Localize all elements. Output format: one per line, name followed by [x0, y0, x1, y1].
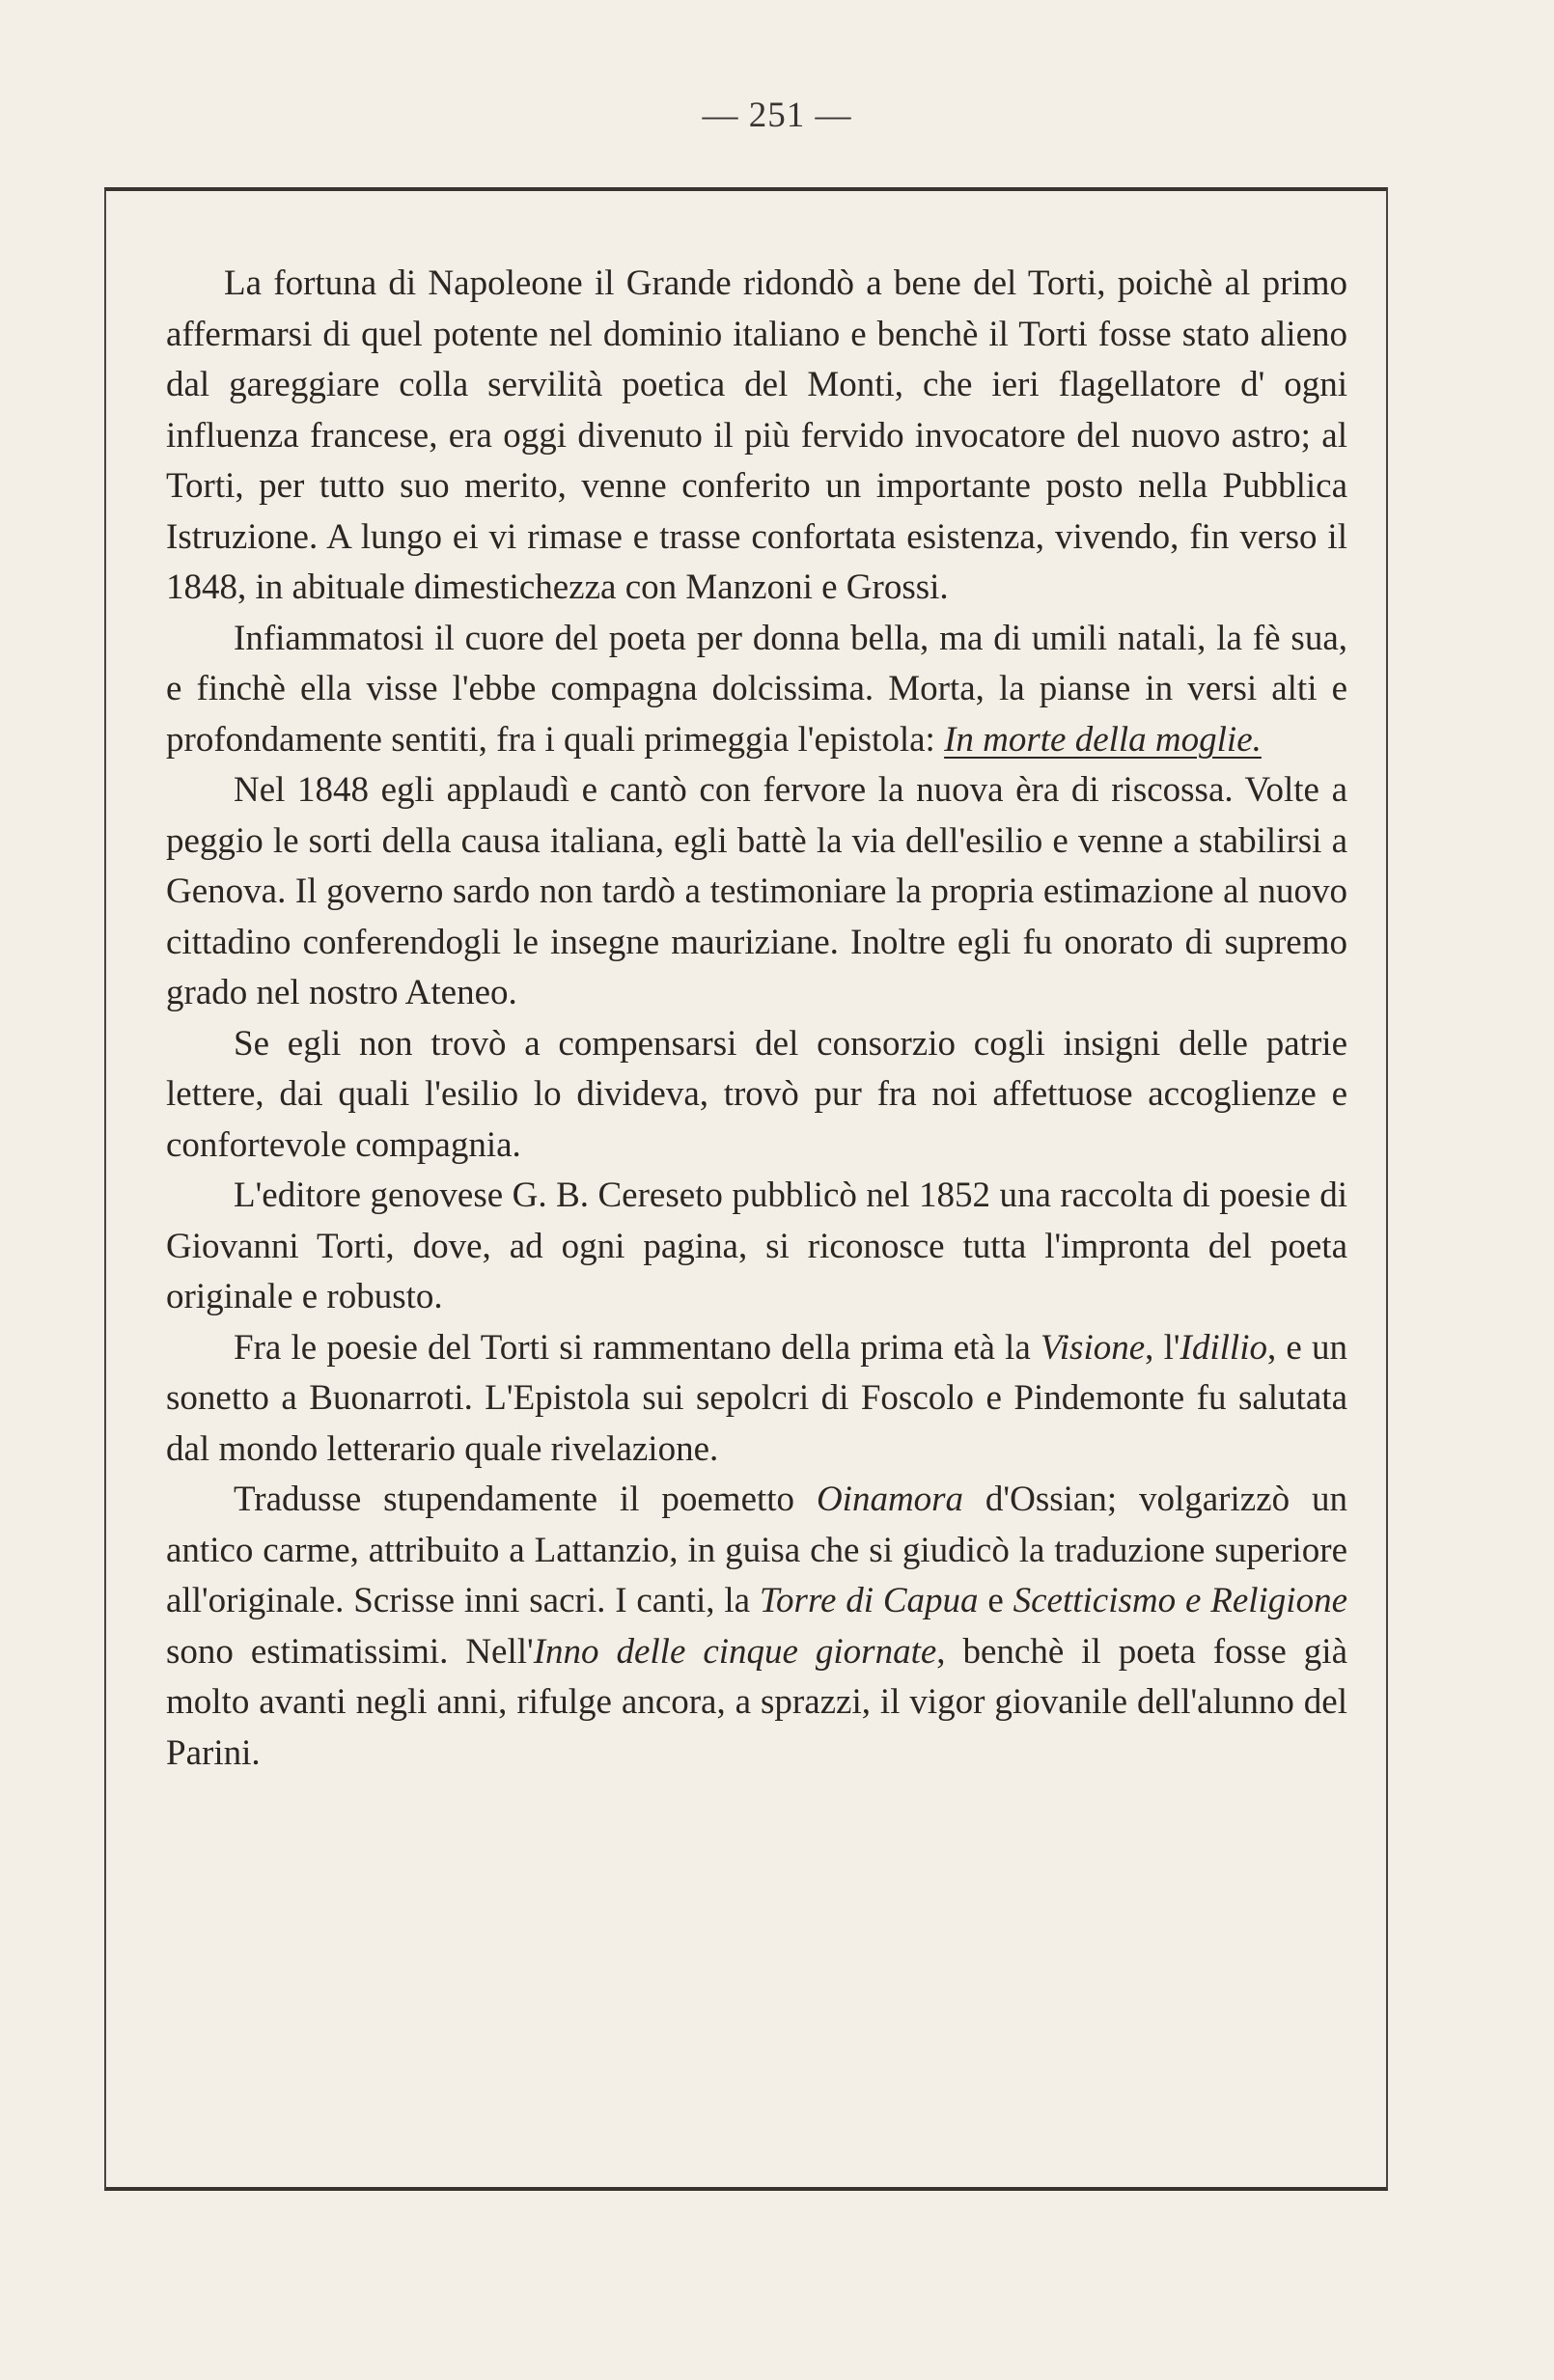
text-run: Tradusse stupendamente il poemetto	[234, 1480, 817, 1519]
text-run: Nel 1848 egli applaudì e cantò con fervore la nuova èra di riscossa. Volte a peggio le sorti della causa italiana, egli battè la via dell'esilio e venne a stabilirsi a Genova. Il governo sardo non tardò a testimoniare la propria estimazione al nuovo cittadino conferendogli le insegne mauriziane. Inoltre egli fu onorato di supremo grado nel nostro Ateneo.	[166, 770, 1347, 1012]
italic-text: Idillio	[1179, 1327, 1267, 1368]
italic-text: Torre di Capua	[759, 1581, 979, 1620]
italic-text: In morte della moglie.	[944, 719, 1262, 760]
page-number: — 251 —	[702, 96, 852, 135]
text-run: e	[978, 1581, 1013, 1620]
paragraph	[166, 1475, 1347, 1779]
paragraph	[166, 259, 1347, 614]
text-run: , e un sonetto a Buonarroti. L'Epistola sui sepolcri di Foscolo e Pindemonte fu salutata dal mondo letterario quale rivelazione.	[166, 1327, 1347, 1469]
italic-text: Visione	[1040, 1327, 1146, 1368]
italic-text: Scetticismo e Religione	[1013, 1581, 1347, 1620]
text-run: L'editore genovese G. B. Cereseto pubblicò nel 1852 una raccolta di poesie di Giovanni Torti, dove, ad ogni pagina, si riconosce tutta l'impronta del poeta originale e robusto.	[166, 1176, 1347, 1316]
text-run: Fra le poesie del Torti si rammentano della prima età la	[234, 1327, 1041, 1368]
body-text	[166, 259, 1347, 1779]
paragraph	[166, 614, 1347, 766]
text-run: d'Ossian; volgarizzò un antico carme, attribuito a Lattanzio, in guisa che si giudicò la traduzione superiore all'originale. Scrisse inni sacri. I canti, la	[166, 1480, 1347, 1620]
text-run: , l'	[1145, 1327, 1180, 1368]
text-run: sono estimatissimi. Nell'	[166, 1631, 534, 1672]
paragraph	[166, 1171, 1347, 1323]
text-run: La fortuna di Napoleone il Grande ridondò a bene del Torti, poichè al primo affermarsi di quel potente nel dominio italiano e benchè il Torti fosse stato alieno dal gareggiare colla servilità poetica del Monti, che ieri flagellatore d' ogni influenza francese, era oggi divenuto il più fervido invocatore del nuovo astro; al Torti, per tutto suo merito, venne conferito un importante posto nella Pubblica Istruzione. A lungo ei vi rimase e trasse confortata esistenza, vivendo, fin verso il 1848, in abituale dimestichezza con Manzoni e Grossi.	[166, 263, 1347, 607]
text-run: Infiammatosi il cuore del poeta per donna bella, ma di umili natali, la fè sua, e finchè ella visse l'ebbe compagna dolcissima. Morta, la pianse in versi alti e profondamente sentiti, fra i quali primeggia l'epistola:	[166, 618, 1347, 760]
paragraph	[166, 1019, 1347, 1172]
italic-text: Inno delle cinque giornate	[533, 1631, 937, 1672]
italic-text: Oinamora	[816, 1480, 964, 1519]
text-run: Se egli non trovò a compensarsi del consorzio cogli insigni delle patrie lettere, dai quali l'esilio lo divideva, trovò pur fra noi affettuose accoglienze e confortevole compagnia.	[166, 1023, 1347, 1165]
text-run: , benchè il poeta fosse già molto avanti negli anni, rifulge ancora, a sprazzi, il vigor giovanile dell'alunno del Parini.	[166, 1631, 1347, 1773]
paragraph	[166, 765, 1347, 1019]
paragraph	[166, 1323, 1347, 1476]
